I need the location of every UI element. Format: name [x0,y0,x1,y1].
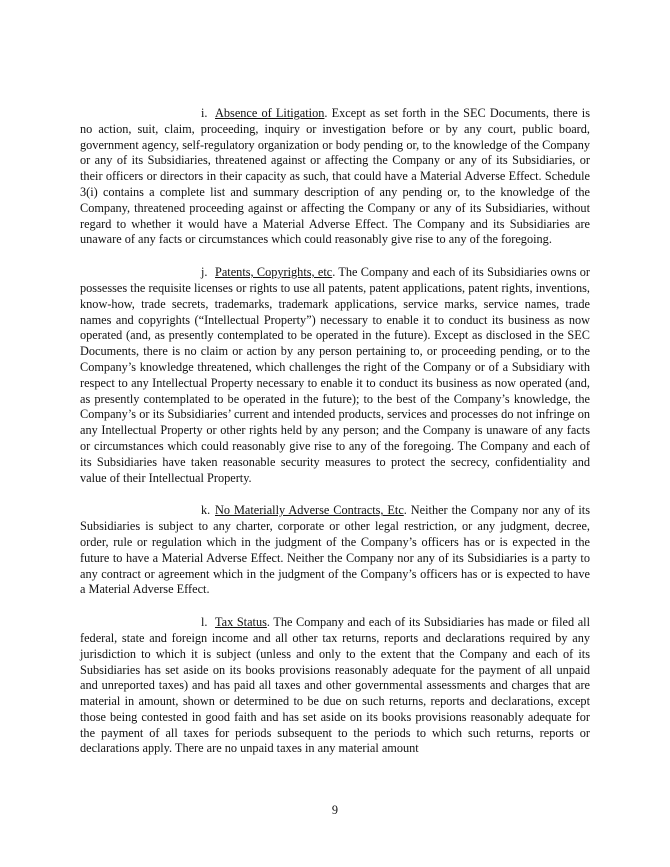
section-body: . Except as set forth in the SEC Documents, there is no action, suit, claim, proceeding, inquiry or investigation before or by any court, public board, government agency, self-regulatory organization or body pending or, to the knowledge of the Company or any of its Subsidiaries, threatened against or affecting the Company or any of its Subsidiaries, or their officers or directors in their capacity as such, that could have a Material Adverse Effect. Schedule 3(i) contains a complete list and summary description of any pending or, to the knowledge of the Company, threatened proceeding against or affecting the Company or any of its Subsidiaries, without regard to whether it would have a Material Adverse Effect. The Company and its Subsidiaries are unaware of any facts or circumstances which could reasonably give rise to any of the foregoing. [80,106,591,247]
section-number: i. [201,106,208,120]
section-absence-of-litigation [80,106,590,248]
section-title: Patents, Copyrights, etc [215,265,333,280]
section-title: No Materially Adverse Contracts, Etc [215,503,404,518]
section-number: l. [201,615,208,630]
section-number: k. [201,503,211,518]
section-number: j. [201,265,208,280]
section-title: Absence of Litigation [215,106,325,120]
section-tax-status [80,615,590,757]
section-patents-copyrights [80,265,590,486]
page-number: 9 [331,803,339,817]
section-body: . The Company and each of its Subsidiaries has made or filed all federal, state and foreign income and all other tax returns, reports and declarations required by any jurisdiction to which it is subject (unless and only to the extent that the Company and each of its Subsidiaries has set aside on its books provisions reasonably adequate for the payment of all unpaid and unreported taxes) and has paid all taxes and other governmental assessments and charges that are material in amount, shown or determined to be due on such returns, reports and declarations, except those being contested in good faith and has set aside on its books provisions reasonably adequate for the payment of all taxes for periods subsequent to the periods to which such returns, reports or declarations apply. There are no unpaid taxes in any material amount [80,615,590,756]
section-no-materially-adverse-contracts [80,503,590,598]
section-title: Tax Status [215,615,267,630]
section-body: . The Company and each of its Subsidiaries owns or possesses the requisite licenses or rights to use all patents, patent applications, patent rights, inventions, know-how, trade secrets, trademarks, trademark applications, service marks, service names, trade names and copyrights (“Intellectual Property”) necessary to enable it to conduct its business as now operated (and, as presently contemplated to be operated in the future). Except as disclosed in the SEC Documents, there is no claim or action by any person pertaining to, or proceeding pending, or to the Company’s knowledge threatened, which challenges the right of the Company or of a Subsidiary with respect to any Intellectual Property necessary to enable it to conduct its business as now operated (and, as presently contemplated to be operated in the future); to the best of the Company’s knowledge, the Company’s or its Subsidiaries’ current and intended products, services and processes do not infringe on any Intellectual Property or other rights held by any person; and the Company is unaware of any facts or circumstances which could reasonably give rise to any of the foregoing. The Company and each of its Subsidiaries have taken reasonable security measures to protect the secrecy, confidentiality and value of their Intellectual Property. [80,265,591,485]
section-body: . Neither the Company nor any of its Subsidiaries is subject to any charter, corporate or other legal restriction, or any judgment, decree, order, rule or regulation which in the judgment of the Company’s officers has or is expected in the future to have a Material Adverse Effect. Neither the Company nor any of its Subsidiaries is a party to any contract or agreement which in the judgment of the Company’s officers has or is expected to have a Material Adverse Effect. [80,503,590,597]
